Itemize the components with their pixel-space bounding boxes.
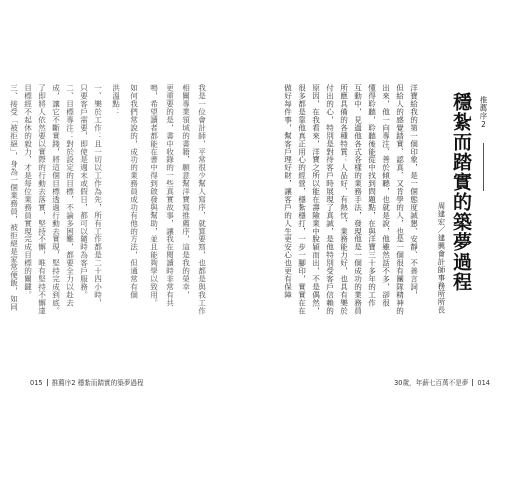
body-column-7: 付出的心，特別是對待客戶時展現了真誠，是他特別受客戶信賴的 — [325, 84, 335, 315]
text-column-3: 了即將人依然要以實際的行動去落實，堅持不懈，唯有堅持不懈達 — [37, 84, 47, 315]
text-column-4: 成，讓它不斷實踐，將這個目標透過行動去實現，堅持完成到底。 — [51, 84, 61, 315]
text-column-9: 如何我們常說的，成功的業務員成功有他的方法，但通常有個 — [129, 84, 139, 299]
footer-divider — [47, 379, 48, 386]
body-column-3: 出來，他一向專注、善於傾聽，也就是說，他雖然話不多，卻很 — [381, 84, 391, 307]
text-column-8: 洪溫點： — [111, 84, 121, 116]
body-column-8: 原因，在我看來，洋寶之所以能在壽險業中脫穎而出，不是偶然， — [311, 84, 321, 315]
right-running-title: 30歲，年薪七百萬不是夢 — [394, 379, 469, 387]
left-page-number: 015 — [30, 379, 43, 387]
text-column-5: 二、目標專注：對於設定的目標，不論多困難，都要全力以赴去 — [65, 84, 75, 307]
section-label-text: 推薦序2 — [479, 96, 488, 130]
left-page — [0, 84, 260, 404]
body-column-1: 洋寶給我的第一個印象，是一個態度誠懇、安靜、不善言詞， — [409, 84, 419, 299]
text-column-11: 更重要的是，書中收錄的一些真實故事，讓我在閱讀時非常有共 — [165, 84, 175, 307]
text-column-12: 相關專業領域的書籍，願意幫洋寶寫推薦序，這是我的榮幸， — [181, 84, 191, 299]
text-column-2: 目標經不起休的毅力，才是每位業務員實現完成目標的關鍵。 — [23, 84, 33, 299]
author-byline: 周建宏／建興會計師事務所所長 — [437, 202, 446, 314]
body-column-10: 做好每件事，幫客戶理好財，讓客戶的人生更安心也更有保障 — [283, 84, 293, 299]
section-label-rule — [483, 143, 484, 191]
right-page — [260, 84, 520, 404]
body-column-9: 很多都是靠他真正用心的經營，穩紮穩打，一步一腳印，實實在在 — [297, 84, 307, 315]
body-column-5: 互動中，見過他各式各樣的業務手法，發現他是一個成功的業務員 — [353, 84, 363, 315]
text-column-13: 我是一位會計師，平常很少幫人寫序，就算要寫，也都是與我工作 — [197, 84, 207, 315]
right-footer — [394, 377, 490, 387]
text-column-7: 一、樂於工作：且一切以工作為先，所有工作都是二十四小時， — [93, 84, 103, 307]
text-column-6: 只要客戶需要，即使是週末或假日，都可以隨時為客戶服務。 — [79, 84, 89, 299]
section-label — [478, 96, 489, 191]
text-column-10: 鳴，希望讀者都能在書中得到啟發與幫助，並且能夠學以致用。 — [149, 84, 159, 307]
left-running-title: 推薦序2 穩紮而踏實的築夢過程 — [51, 379, 144, 387]
right-page-number: 014 — [477, 379, 490, 387]
body-column-6: 所應具備的各種特質：人品好、有熱忱、業務能力好，也具有樂於 — [339, 84, 349, 315]
left-footer — [30, 377, 144, 387]
body-column-2: 但給人的感覺踏實、認真、又肯學的人，也是一個很有團隊精神的 — [395, 84, 405, 315]
body-column-4: 懂得聆聽，聆聽後能從中找到問題點，在與洋寶三十多年的工作 — [367, 84, 377, 307]
page-title: 穩紮而踏實的築夢過程 — [450, 92, 472, 292]
footer-divider — [472, 379, 473, 386]
text-column-1: 三、接受「被拒絕」，身為一個業務員，被拒絕是家常便飯，如同 — [9, 84, 19, 311]
